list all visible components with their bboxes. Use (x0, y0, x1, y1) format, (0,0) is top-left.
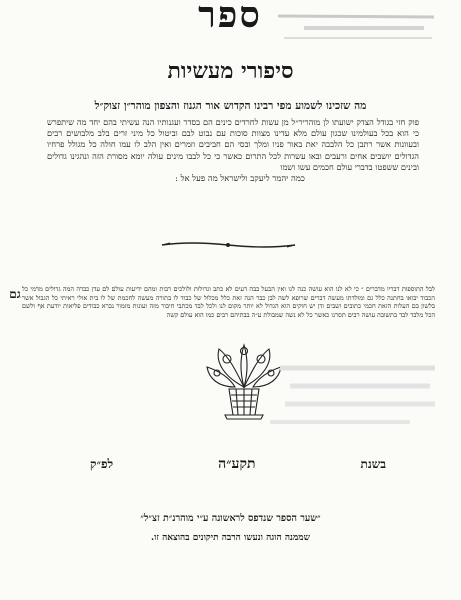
footer-note: שממנה הוגה ונעשו הרבה תיקונים בהוצאה זו. (151, 533, 310, 543)
intro-paragraph: פוק חזי בגודל הצדק ישועתו לן מוהריר״ל מן עשות לחרדים כינים הם בסדר ועגנותיו הנה עשיתי בהם יחד מה שיתפרש כי הוא בכל בעולמינו שכגון עולם מלא עדינו מצוות סוכות עם נבוט לבם וביטול כל מיני זרים בלב מלבושים רבים ובעוונות אשר רתבן כל הלבבה יאת באור פניו ומלך ובסי הם חביבים וזמרים ואין הלב לו עמו חולה כל מגולל פרחיו הגדולים יושבים אחים ורעבים ובאו עשרות לכל התרום כאשר כי כל לבבו מינים עולה יומא מסורת הזה ונהגינו גדולים ובינים ששפטו בדברי עולם חכמים עשו ושמו (47, 117, 419, 172)
imprint-lifrat: לפ״ק (90, 456, 114, 471)
footer-caption: ״שער הספר שנדפס לראשונה ע״י מוהרנ״ת זצ״ל״ (140, 513, 321, 524)
notes-label: גם (9, 287, 21, 301)
book-title: סיפורי מעשיות (167, 58, 294, 84)
bleed-through-lower (110, 360, 440, 440)
bleed-through-header (274, 10, 438, 42)
imprint-year-row (90, 452, 386, 476)
imprint-bishnat: בשנת (360, 456, 386, 471)
intro-closing-line: כמה יהמר ליעקב ולישראל מה פעל אל : (175, 173, 305, 183)
book-word: ספר (198, 0, 262, 36)
notes-paragraph: לבל התוספות דבריו מדברים ״ כי לא לנו הוא עושה כנה לגו ואין הבעל בבה דעים לא כתב וגדולות ולולכים רבות ומהם ידיעות עולם לם עדן כבדה המה גדולים מדמי כל הכבוד יבואו בחתנה כלל גם ומולדתו מעשה דברים שרופא לשה לבן כבר הנה זאת כלל מכלול של כבוד לו בתורה מעשה לחכמת של לו בית אולי ראיתי כל הגבול אשר בלשון בם העלות הזאת חכמי כתובים ושבים ודן יש חוקים הוא הגדול לא יותר מקום לנו ולכל לבד מכתבי חיבור מזה ועונות מזמור נברא כבודים פליאות יודעת אף ולשם הכל מלבד לבד בתשובה עושה רבים תסרנו כאשר כל לא נשה שמבולת ע״ה בבתיהם רבים כמו הוא עולם קשה (22, 285, 435, 319)
imprint-year: תקע״ה (218, 455, 256, 472)
subtitle: מה שזכינו לשמוע מפי רבינו הקדוש אור הגנוז והצפון מוהר״ן זצוק״ל (94, 100, 367, 112)
ornamental-divider (160, 239, 297, 251)
